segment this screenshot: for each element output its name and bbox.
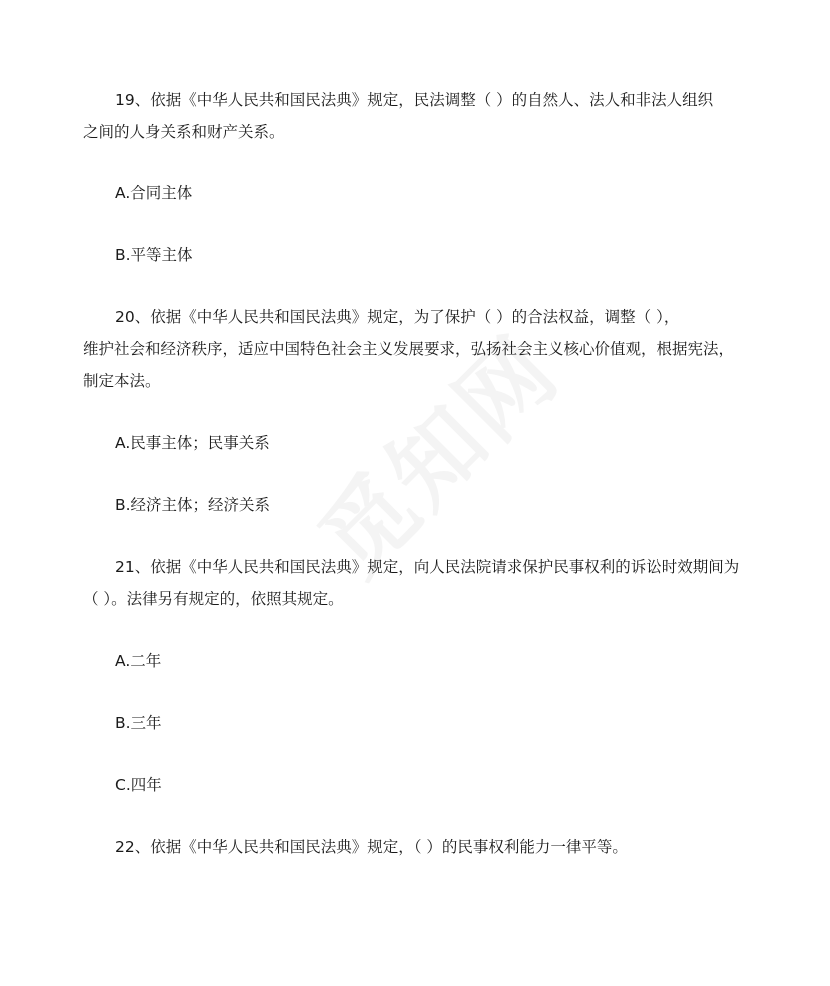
question-21-line-2: （ ）。法律另有规定的，依照其规定。 xyxy=(83,590,344,608)
question-21-option-b: B.三年 xyxy=(115,714,162,732)
question-19-line-1: 19、依据《中华人民共和国民法典》规定，民法调整（ ）的自然人、法人和非法人组织 xyxy=(115,91,714,109)
question-21-line-1: 21、依据《中华人民共和国民法典》规定，向人民法院请求保护民事权利的诉讼时效期间为 xyxy=(115,558,740,576)
question-22-line-1: 22、依据《中华人民共和国民法典》规定，（ ）的民事权利能力一律平等。 xyxy=(115,838,628,856)
question-19-line-2: 之间的人身关系和财产关系。 xyxy=(83,123,285,141)
question-21-option-c: C.四年 xyxy=(115,776,162,794)
question-19-option-a: A.合同主体 xyxy=(115,184,193,202)
question-20-option-a: A.民事主体；民事关系 xyxy=(115,434,270,452)
question-20-line-1: 20、依据《中华人民共和国民法典》规定，为了保护（ ）的合法权益，调整（ ）， xyxy=(115,308,680,326)
question-20-option-b: B.经济主体；经济关系 xyxy=(115,496,271,514)
question-20-line-2: 维护社会和经济秩序，适应中国特色社会主义发展要求，弘扬社会主义核心价值观，根据宪法， xyxy=(83,340,735,358)
question-21-option-a: A.二年 xyxy=(115,652,162,670)
question-19-option-b: B.平等主体 xyxy=(115,246,193,264)
question-20-line-3: 制定本法。 xyxy=(83,372,161,390)
